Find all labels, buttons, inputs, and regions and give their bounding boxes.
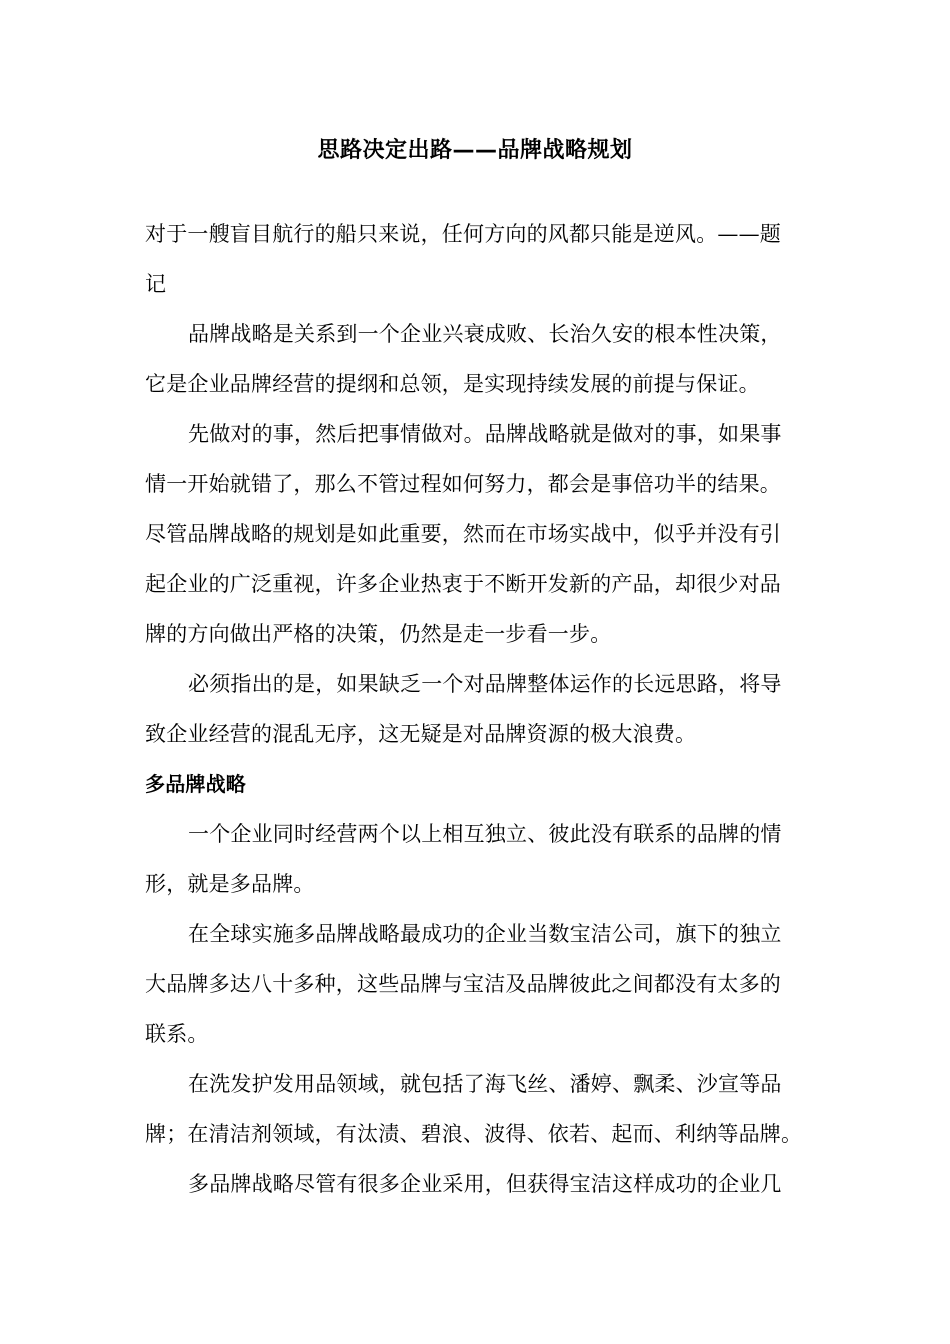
paragraph-line: 起企业的广泛重视，许多企业热衷于不断开发新的产品，却很少对品: [145, 572, 781, 596]
paragraph-line: 牌；在清洁剂领域，有汰渍、碧浪、波得、依若、起而、利纳等品牌。: [145, 1122, 803, 1146]
paragraph-line: 先做对的事，然后把事情做对。品牌战略就是做对的事，如果事: [188, 422, 782, 446]
paragraph-line: 致企业经营的混乱无序，这无疑是对品牌资源的极大浪费。: [145, 722, 697, 746]
paragraph-line: 品牌战略是关系到一个企业兴衰成败、长治久安的根本性决策，: [188, 322, 782, 346]
epigraph-line: 记: [145, 272, 167, 296]
paragraph-line: 情一开始就错了，那么不管过程如何努力，都会是事倍功半的结果。: [145, 472, 781, 496]
paragraph-line: 在洗发护发用品领域，就包括了海飞丝、潘婷、飘柔、沙宣等品: [188, 1072, 782, 1096]
paragraph-line: 大品牌多达八十多种，这些品牌与宝洁及品牌彼此之间都没有太多的: [145, 972, 781, 996]
paragraph-line: 它是企业品牌经营的提纲和总领，是实现持续发展的前提与保证。: [145, 372, 760, 396]
paragraph-line: 联系。: [145, 1022, 209, 1046]
paragraph-line: 牌的方向做出严格的决策，仍然是走一步看一步。: [145, 622, 612, 646]
epigraph-line: 对于一艘盲目航行的船只来说，任何方向的风都只能是逆风。——题: [145, 222, 781, 246]
paragraph-line: 必须指出的是，如果缺乏一个对品牌整体运作的长远思路，将导: [188, 672, 782, 696]
paragraph-line: 尽管品牌战略的规划是如此重要，然而在市场实战中，似乎并没有引: [145, 522, 781, 546]
paragraph-line: 一个企业同时经营两个以上相互独立、彼此没有联系的品牌的情: [188, 822, 782, 846]
document-title: 思路决定出路——品牌战略规划: [317, 138, 633, 163]
paragraph-line: 多品牌战略尽管有很多企业采用，但获得宝洁这样成功的企业几: [188, 1172, 782, 1196]
section-heading: 多品牌战略: [145, 772, 246, 796]
paragraph-line: 形，就是多品牌。: [145, 872, 315, 896]
paragraph-line: 在全球实施多品牌战略最成功的企业当数宝洁公司，旗下的独立: [188, 922, 782, 946]
